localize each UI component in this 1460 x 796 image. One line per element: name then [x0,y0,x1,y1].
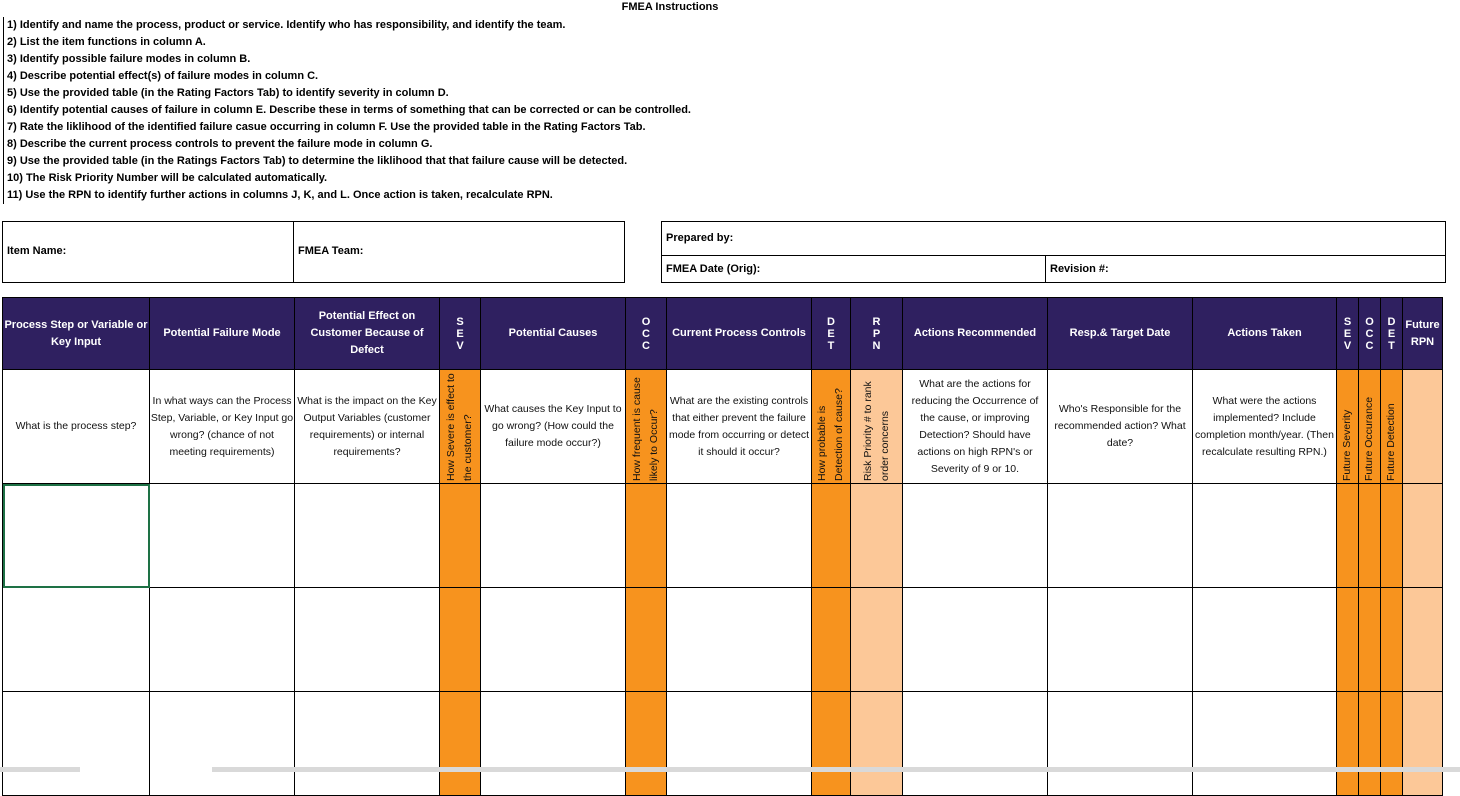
instruction-item: 8) Describe the current process controls to prevent the failure mode in column G. [3,136,691,153]
sheet-title: FMEA Instructions [621,1,719,13]
cell[interactable] [150,484,295,588]
cell[interactable] [1048,692,1193,796]
header-future-rpn[interactable]: Future RPN [1403,298,1443,370]
cell[interactable] [626,588,667,692]
cell[interactable] [626,484,667,588]
cell[interactable] [3,692,150,796]
cell[interactable] [1403,588,1443,692]
instruction-item: 5) Use the provided table (in the Rating Factors Tab) to identify severity in column D. [3,85,691,102]
desc-rpn: Risk Priority # to rank order concerns [861,380,891,481]
revision-field[interactable] [1045,255,1446,283]
cell[interactable] [295,692,440,796]
header-actions-recommended[interactable]: Actions Recommended [903,298,1048,370]
cell[interactable] [1359,588,1381,692]
desc-future-sev: Future Severity [1341,409,1353,481]
cell[interactable] [851,692,903,796]
header-actions-taken[interactable]: Actions Taken [1193,298,1337,370]
desc-sev-cell[interactable] [440,370,481,484]
desc-causes[interactable]: What causes the Key Input to go wrong? (How could the failure mode occur?) [481,370,626,484]
cell[interactable] [1337,588,1359,692]
cell[interactable] [1403,692,1443,796]
instruction-item: 6) Identify potential causes of failure in column E. Describe these in terms of something that can be corrected or can be controlled. [3,102,691,119]
header-occ[interactable]: O C C [626,298,667,370]
cell[interactable] [1359,692,1381,796]
cell[interactable] [626,692,667,796]
header-effect[interactable]: Potential Effect on Customer Because of Defect [295,298,440,370]
instruction-item: 1) Identify and name the process, product or service. Identify who has responsibility, and identify the team. [3,17,691,34]
desc-actions-recommended[interactable]: What are the actions for reducing the Occurrence of the cause, or improving Detection? Should have actions on high RPN's or Severity of 9 or 10. [903,370,1048,484]
cell[interactable] [3,588,150,692]
prepared-by-label: Prepared by: [666,232,734,244]
cell[interactable] [481,588,626,692]
header-future-sev[interactable]: S E V [1337,298,1359,370]
cell[interactable] [667,692,812,796]
cell[interactable] [1381,484,1403,588]
instruction-item: 10) The Risk Priority Number will be calculated automatically. [3,170,691,187]
instruction-item: 3) Identify possible failure modes in column B. [3,51,691,68]
desc-resp[interactable]: Who's Responsible for the recommended action? What date? [1048,370,1193,484]
prepared-by-field[interactable] [661,221,1446,256]
cell[interactable] [903,484,1048,588]
desc-actions-taken[interactable]: What were the actions implemented? Include completion month/year. (Then recalculate resulting RPN.) [1193,370,1337,484]
cell[interactable] [903,588,1048,692]
cell[interactable] [667,484,812,588]
table-row [3,588,1443,692]
desc-process-step[interactable]: What is the process step? [3,370,150,484]
desc-det: How probable is Detection of cause? [816,387,845,481]
table-row [3,484,1443,588]
instruction-item: 7) Rate the liklihood of the identified failure casue occurring in column F. Use the provided table in the Rating Factors Tab. [3,119,691,136]
instruction-item: 9) Use the provided table (in the Ratings Factors Tab) to determine the liklihood that that failure cause will be detected. [3,153,691,170]
cell[interactable] [295,484,440,588]
cell[interactable] [1337,484,1359,588]
cell[interactable] [1359,484,1381,588]
header-failure-mode[interactable]: Potential Failure Mode [150,298,295,370]
cell[interactable] [1193,692,1337,796]
cell[interactable] [150,692,295,796]
cell[interactable] [812,588,851,692]
description-row [3,370,1443,484]
cell[interactable] [1193,588,1337,692]
instruction-item: 11) Use the RPN to identify further actions in columns J, K, and L. Once action is taken, recalculate RPN. [3,187,691,204]
cell[interactable] [1193,484,1337,588]
desc-future-occ-cell[interactable] [1359,370,1381,484]
desc-future-occ: Future Occurance [1363,396,1375,481]
cell[interactable] [1048,484,1193,588]
header-future-det[interactable]: D E T [1381,298,1403,370]
cell[interactable] [295,588,440,692]
fmea-date-field[interactable] [661,255,1046,283]
horizontal-scrollbar-left[interactable] [0,767,80,772]
cell[interactable] [481,692,626,796]
desc-failure-mode[interactable]: In what ways can the Process Step, Variable, or Key Input go wrong? (chance of not meeting requirements) [150,370,295,484]
header-resp[interactable]: Resp.& Target Date [1048,298,1193,370]
cell[interactable] [440,692,481,796]
revision-label: Revision #: [1050,263,1109,275]
desc-future-det: Future Detection [1385,402,1397,481]
instruction-item: 2) List the item functions in column A. [3,34,691,51]
desc-occ-cell[interactable] [626,370,667,484]
desc-controls[interactable]: What are the existing controls that either prevent the failure mode from occurring or detect it should it occur? [667,370,812,484]
cell[interactable] [1337,692,1359,796]
fmea-team-label: FMEA Team: [298,245,364,257]
desc-effect[interactable]: What is the impact on the Key Output Variables (customer requirements) or internal requirements? [295,370,440,484]
cell[interactable] [1381,692,1403,796]
header-sev[interactable]: S E V [440,298,481,370]
cell[interactable] [440,588,481,692]
header-controls[interactable]: Current Process Controls [667,298,812,370]
desc-occ: How frequent is cause likely to Occur? [631,376,660,481]
selected-cell[interactable] [3,484,150,588]
header-row [3,298,1443,370]
item-name-label: Item Name: [7,245,67,257]
desc-sev: How Severe is effect to the customer? [445,372,474,481]
instruction-item: 4) Describe potential effect(s) of failure modes in column C. [3,68,691,85]
cell[interactable] [481,484,626,588]
cell[interactable] [440,484,481,588]
cell[interactable] [1048,588,1193,692]
horizontal-scrollbar[interactable] [212,767,1460,772]
cell[interactable] [1403,484,1443,588]
header-process-step[interactable]: Process Step or Variable or Key Input [3,298,150,370]
cell[interactable] [812,692,851,796]
cell[interactable] [851,484,903,588]
header-causes[interactable]: Potential Causes [481,298,626,370]
cell[interactable] [812,484,851,588]
item-name-field[interactable] [2,221,294,283]
desc-future-sev-cell[interactable] [1337,370,1359,484]
cell[interactable] [903,692,1048,796]
desc-future-rpn[interactable] [1403,370,1443,484]
fmea-table [2,297,1443,796]
fmea-date-label: FMEA Date (Orig): [666,263,761,275]
header-rpn[interactable]: R P N [851,298,903,370]
header-det[interactable]: D E T [812,298,851,370]
instructions-list [3,17,691,204]
header-future-occ[interactable]: O C C [1359,298,1381,370]
desc-rpn-cell[interactable] [851,370,903,484]
table-row [3,692,1443,796]
desc-det-cell[interactable] [812,370,851,484]
cell[interactable] [150,588,295,692]
fmea-team-field[interactable] [293,221,625,283]
desc-future-det-cell[interactable] [1381,370,1403,484]
cell[interactable] [667,588,812,692]
cell[interactable] [1381,588,1403,692]
cell[interactable] [851,588,903,692]
